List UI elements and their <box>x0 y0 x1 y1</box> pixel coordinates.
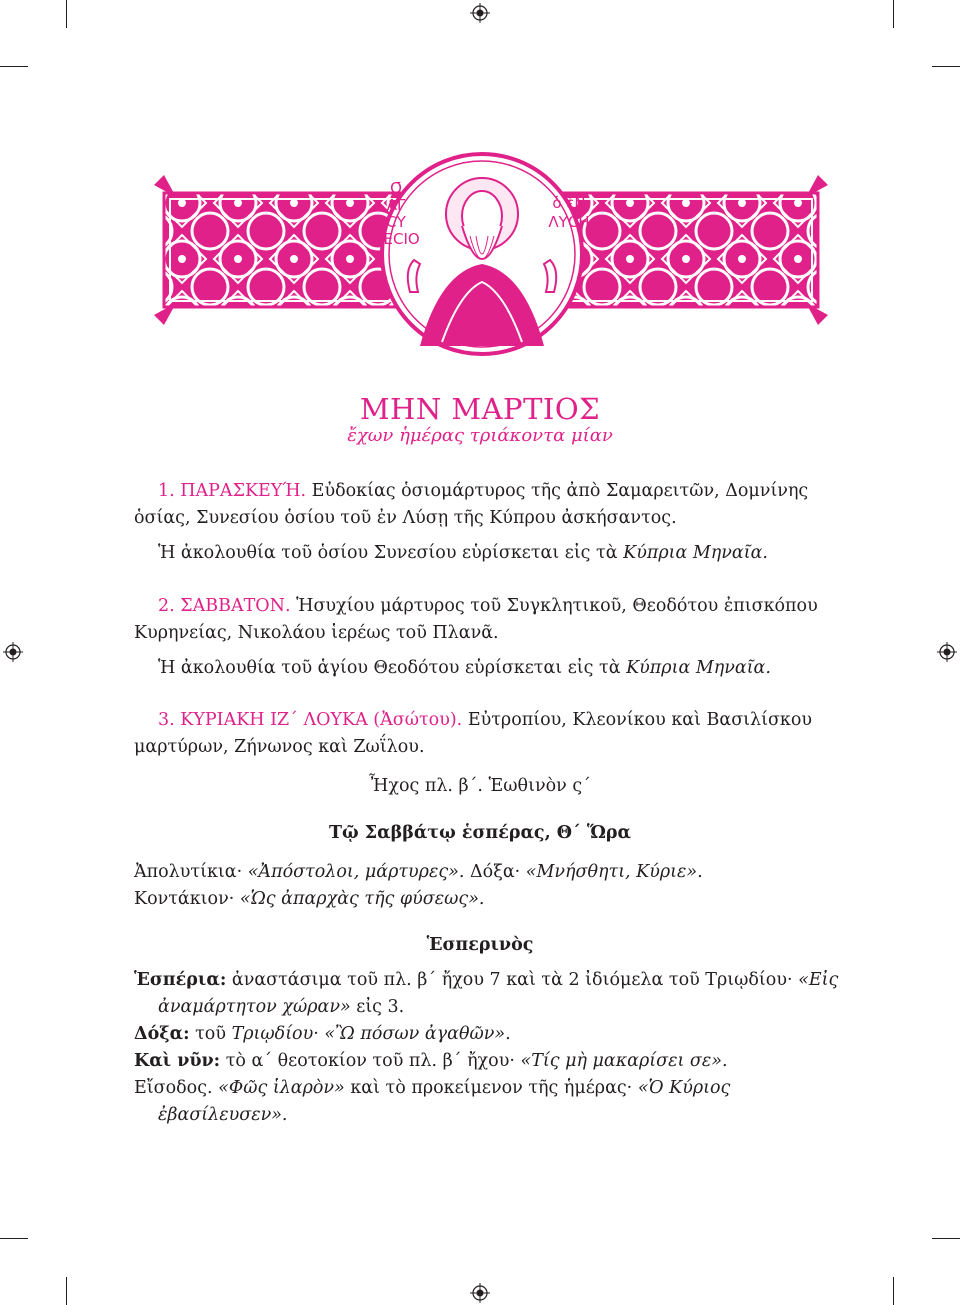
day3-entry <box>134 707 824 761</box>
icon-inscription-left: Ο̄ ΑΓ СΥ ΝΕСΙΟ <box>372 179 420 248</box>
registration-mark-icon <box>470 3 490 23</box>
hesperia-label: Ἑσπέρια: <box>134 970 227 990</box>
tone-line: Ἦχος πλ. β΄. Ἑωθινὸν ς΄ <box>369 776 591 796</box>
vespers-eisodos <box>134 1075 848 1129</box>
vespers-doxa-hymn: Τριῳδίου· «Ὢ πόσων ἀγαθῶν». <box>231 1024 511 1044</box>
icon-inscription-right: ὁ ἐΝ ΛΥСΗ <box>548 194 590 231</box>
kai-nyn-text: τὸ α΄ θεοτοκίον τοῦ πλ. β΄ ἤχου· <box>225 1051 515 1071</box>
day1-note <box>134 540 824 567</box>
day2-text: Ἡσυχίου μάρτυρος τοῦ Συγκλητικοῦ, Θεοδότου ἐπισκόπου Κυρηνείας, Νικολάου ἱερέως τοῦ Πλανᾶ. <box>134 596 818 643</box>
doxa-hymn: «Μνήσθητι, Κύριε». <box>525 862 703 882</box>
registration-mark-icon <box>937 642 957 662</box>
day1-note-ref: Κύπρια Μηναῖα. <box>623 543 768 563</box>
vespers-heading: Ἑσπερινὸς <box>426 935 534 955</box>
apolytikia-line <box>134 859 824 886</box>
crop-mark <box>66 0 67 28</box>
vespers-kai-nyn <box>134 1048 824 1075</box>
kontakion-line <box>134 886 824 913</box>
registration-mark-icon <box>3 642 23 662</box>
kai-nyn-label: Καὶ νῦν: <box>134 1051 221 1071</box>
doxa-label: Δόξα· <box>470 862 521 882</box>
days-subtitle: ἔχων ἡμέρας τριάκοντα μίαν <box>347 425 613 446</box>
day1-label: 1. ΠΑΡΑΣΚΕΥΉ. <box>158 481 307 501</box>
crop-mark <box>932 66 960 67</box>
day1-text: Εὐδοκίας ὁσιομάρτυρος τῆς ἀπὸ Σαμαρειτῶν, Δομνίνης ὁσίας, Συνεσίου ὁσίου τοῦ ἐν Λύσῃ τῆς Κύπρου ἀσκήσαντος. <box>134 481 809 528</box>
registration-mark-icon <box>470 1283 490 1303</box>
hesperia-hymn: «Εἰς ἀναμάρτητον χώραν» <box>158 970 839 1017</box>
vespers-doxa <box>134 1021 824 1048</box>
crop-mark <box>893 0 894 28</box>
day3-label: 3. ΚΥΡΙΑΚΗ ΙΖ΄ ΛΟΥΚΑ (Ἀσώτου). <box>158 710 463 730</box>
crop-mark <box>893 1277 894 1305</box>
crop-mark <box>0 66 28 67</box>
vespers-hesperia <box>134 967 848 1021</box>
kontakion-hymn: «Ὡς ἀπαρχὰς τῆς φύσεως». <box>239 889 485 909</box>
kai-nyn-hymn: «Τίς μὴ μακαρίσει σε». <box>520 1051 728 1071</box>
saturday-heading: Τῷ Σαββάτῳ ἑσπέρας, Θ΄ Ὥρα <box>328 823 632 843</box>
hesperia-end: εἰς 3. <box>356 997 405 1017</box>
saint-icon-medallion <box>372 152 590 356</box>
apolytikia-label: Ἀπολυτίκια· <box>134 862 243 882</box>
eisodos-hymn2: «Ὁ Κύριος ἐβασίλευσεν». <box>158 1078 731 1125</box>
day2-note-ref: Κύπρια Μηναῖα. <box>626 658 771 678</box>
crop-mark <box>66 1277 67 1305</box>
day1-entry <box>134 478 824 532</box>
eisodos-text: καὶ τὸ προκείμενον τῆς ἡμέρας· <box>350 1078 633 1098</box>
month-title: ΜΗΝ ΜΑΡΤΙΟΣ <box>359 392 601 426</box>
crop-mark <box>0 1238 28 1239</box>
day2-label: 2. ΣΑΒΒΑΤΟΝ. <box>158 596 291 616</box>
vespers-doxa-label: Δόξα: <box>134 1024 190 1044</box>
vespers-doxa-text: τοῦ <box>195 1024 226 1044</box>
hesperia-text: ἀναστάσιμα τοῦ πλ. β΄ ἤχου 7 καὶ τὰ 2 ἰδιόμελα τοῦ Τριῳδίου· <box>231 970 793 990</box>
day3-text: Εὐτροπίου, Κλεονίκου καὶ Βασιλίσκου μαρτύρων, Ζήνωνος καὶ Ζωΐλου. <box>134 710 813 757</box>
kontakion-label: Κοντάκιον· <box>134 889 235 909</box>
day2-note-text: Ἡ ἀκολουθία τοῦ ἁγίου Θεοδότου εὑρίσκεται εἰς τὰ <box>158 658 621 678</box>
eisodos-label: Εἴσοδος. <box>134 1078 213 1098</box>
apolytikia-hymn: «Ἀπόστολοι, μάρτυρες». <box>247 862 465 882</box>
crop-mark <box>932 1238 960 1239</box>
eisodos-hymn1: «Φῶς ἱλαρὸν» <box>218 1078 345 1098</box>
day1-note-text: Ἡ ἀκολουθία τοῦ ὁσίου Συνεσίου εὑρίσκεται εἰς τὰ <box>158 543 618 563</box>
day2-entry <box>134 593 824 647</box>
day2-note <box>134 655 824 682</box>
